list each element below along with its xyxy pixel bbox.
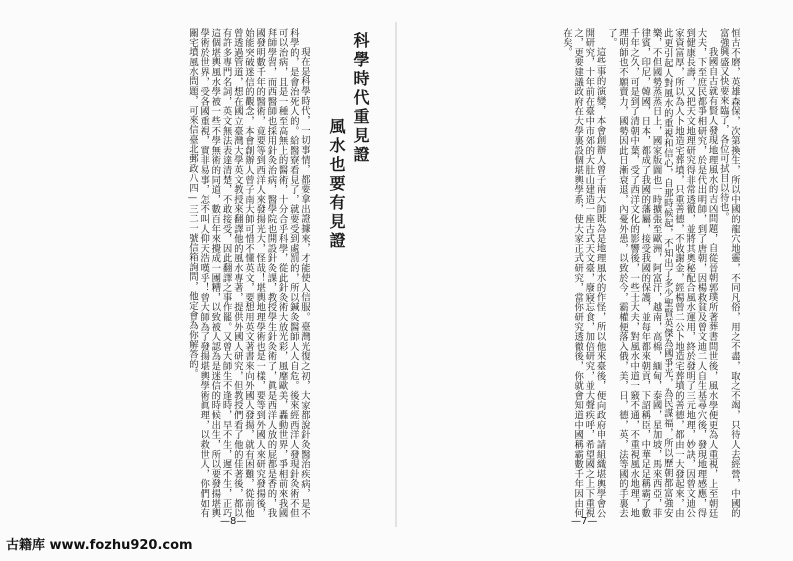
body-paragraph: 這些事的演變，本會創辦人曾子南大師既為是地理風水的作怪，所以他來臺後，便向政府申請組織堪輿學會公開研究，十年前在臺中市郊的大肚山建造一座古式天文臺，廢寢忘食，加倍研究，並大聲疾呼，希望國之上下重視之，更要建議政府在大學裏設個堪輿學系，使大家正式研究，當你研究透徹後，你就會知道中國稱霸數千年因由何在矣。 [560,28,606,518]
title-line-2: 風水也要有見證 [327,118,346,251]
body-paragraph: 恒古不磨，英雄森保，次第換生，所以中國的龍穴地靈，不同凡俗，用之不盡，取之不竭，只待人去經營，中國的富強興盛又快要來臨了，各位可拭目以待也。 [717,28,740,518]
body-paragraph: 我國自古就有賢人發現地理風水的吉凶問題，自從晉朝郭璞所著葬書問世後，風水學便更為人重視，上至朝廷大夫，下至庶民都爭相研究，於是代出明師，到了唐朝，因楊救貧及曾文迪二人自生基尋穴後，發現地理感應，得到健康長壽，又把天文地理研究得非常透徹，並將其奧秘配合風水運用，終於發明了三元地理，妙訣，因曾文迪公家資富厚，所以為人卜地造宅葬墳，只重善德，不收謝金，經楊曾二公卜地造宅葬墳的善德，都由一大發起來，由此更引起人對風水的重視和信心，自那時候起，不知出了多少聖賢英傑為國爭光，為民謀福，所以歷朝都富強安樂，不但國勢蒸蒸日上，國家版圖也一時擴張至歐洲，阿富汗，越南，高棉，緬甸，泰國，星加坡，馬來西亞，菲律賓，印尼，韓國，日本，都成了我國的藩屬，接受我國的保護，並每年都來朝貢，下詔稱臣，中華足足稱霸了數千年之久，可是到了清朝中葉，受了西洋文化的影響後，一些士大夫，對風水中道一竅不通，不重視風水地理，地理明師也不願賣力，國勢因此日漸衰退，內憂外患，以致於今，霸權便落入俄，美，日，德，英，法等國的手裏去了。 [605,28,718,518]
right-page-body [404,28,740,518]
page-number-right: —7— [571,516,598,527]
page-number-left: —8— [220,516,247,527]
left-page-body [72,28,310,518]
site-watermark: 古籍库 www.fozhu920.com [6,538,193,553]
article-title [314,32,372,442]
page-gutter [395,22,397,527]
body-paragraph: 現在是科學時代，一切事情，都要拿出證據來，才能使人信服。臺灣光復之初，大家都說針灸醫治疾病，是不科學的，是會治死人的。給醫寮看見了，就要受到處罰的，所以鍼灸醫師人人自危。後來經西洋人發現針灸術不但可以治病，且是一種至高無上的醫術，十分合乎科學，從此針灸術大放光彩，風靡歐美，轟動世界，爭相前來我國拜師學習，而西醫師也採用針灸治病，醫學院也開設針灸課，教授學生針灸術了，眞是西洋人放的屁都是香的，我國發明數千年的醫術，竟要等到西洋人來發揚光大，怪哉！堪輿地理學術也是一樣，要等到外國人來研究發揚後，始能突破迷信的觀念，本會創辦人曾子南大師可惜不懂英文，要想用英文著書來向外國人發揚，就有困難，從前他曾透過管道，想在國立臺灣大學英文教授來翻譯他的風水專著，提供外國人研究，但教授們看了他的佳著後，都以有許多專門名詞，英文無法表達清楚，不敢接受，因此翻譯之事作罷。又曾大師生不逢時，早不生，遲不生，正巧這個堪輿風水學被一些不學無術的同道，數百年來攪成一團糟，以致被人認為是迷信的時候出生，所以要發揚堪輿學術於世界，受各國重視，實非易事，怎不叫人仰天浩嘆乎！曾大師為了發揚堪輿學術眞理，以救世人，你們如有關宅墳風水問題，可來信臺北郵政八四—三二一號信箱詢問，他定會為你解答的。 [186,28,310,518]
right-page [404,28,740,518]
left-page [72,28,388,518]
title-line-1: 科學時代重見證 [351,32,370,165]
